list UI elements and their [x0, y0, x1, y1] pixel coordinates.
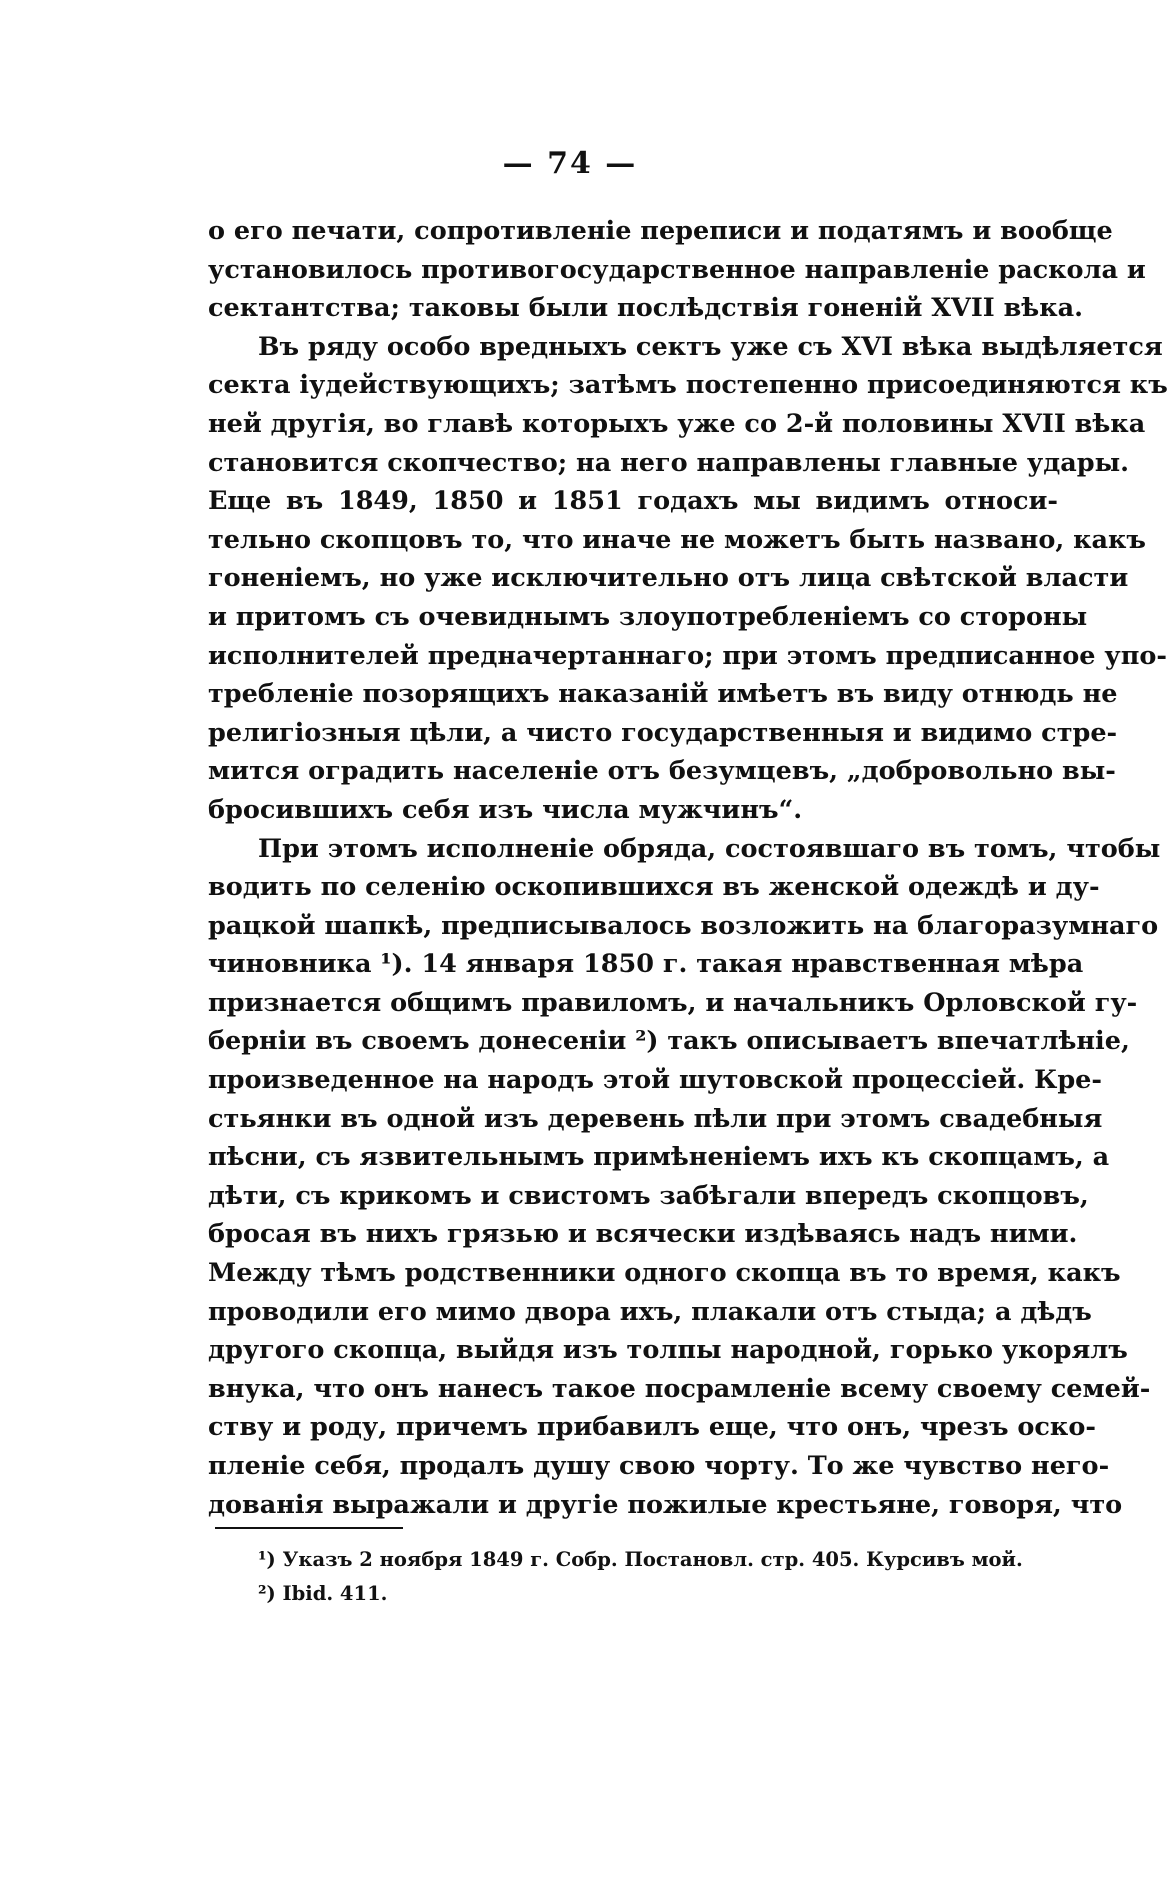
text-line: о его печати, сопротивленіе переписи и податямъ и вообще — [208, 216, 1113, 246]
text-line: сектантства; таковы были послѣдствія гоненій XVII вѣка. — [208, 293, 1084, 324]
text-line: мится оградить населеніе отъ безумцевъ, „добровольно вы- — [208, 756, 1116, 787]
paragraph-start-line: Въ ряду особо вредныхъ сектъ уже съ XVI вѣка выдѣляется — [258, 331, 1163, 362]
text-line: религіозныя цѣли, а чисто государственныя и видимо стре- — [208, 717, 1118, 748]
text-line: Между тѣмъ родственники одного скопца въ то время, какъ — [208, 1258, 1121, 1289]
text-line: дованія выражали и другіе пожилые крестьяне, говоря, что — [208, 1489, 1123, 1520]
text-line: становится скопчество; на него направлены главные удары. — [208, 447, 1130, 478]
footnote: ¹) Указъ 2 ноября 1849 г. Собр. Постановл. стр. 405. Курсивъ мой. — [258, 1548, 1023, 1571]
text-line: требленіе позорящихъ наказаній имѣетъ въ виду отнюдь не — [208, 679, 1118, 710]
text-line: секта іудействующихъ; затѣмъ постепенно присоединяются къ — [208, 370, 1168, 401]
text-line: ству и роду, причемъ прибавилъ еще, что онъ, чрезъ оско- — [208, 1412, 1096, 1443]
text-line: пленіе себя, продалъ душу свою чорту. То же чувство него- — [208, 1451, 1110, 1481]
footnote-divider — [215, 1527, 403, 1529]
text-line: Еще въ 1849, 1850 и 1851 годахъ мы видимъ относи- — [208, 486, 1058, 517]
text-line: ней другія, во главѣ которыхъ уже со 2-й половины XVII вѣка — [208, 408, 1146, 439]
text-line: берніи въ своемъ донесеніи ²) такъ описываетъ впечатлѣніе, — [208, 1026, 1130, 1057]
page-number: — 74 — — [502, 146, 638, 181]
text-line: гоненіемъ, но уже исключительно отъ лица свѣтской власти — [208, 563, 1129, 594]
text-line: произведенное на народъ этой шутовской процессіей. Кре- — [208, 1065, 1102, 1096]
text-line: тельно скопцовъ то, что иначе не можетъ быть названо, какъ — [208, 524, 1146, 555]
text-line: дѣти, съ крикомъ и свистомъ забѣгали впередъ скопцовъ, — [208, 1180, 1089, 1211]
text-line: проводили его мимо двора ихъ, плакали отъ стыда; а дѣдъ — [208, 1296, 1092, 1327]
text-line: бросившихъ себя изъ числа мужчинъ“. — [208, 794, 803, 825]
text-line: водить по селенію оскопившихся въ женской одеждѣ и ду- — [208, 872, 1100, 903]
text-line: внука, что онъ нанесъ такое посрамленіе всему своему семей- — [208, 1373, 1151, 1404]
text-line: другого скопца, выйдя изъ толпы народной, горько укорялъ — [208, 1335, 1128, 1366]
text-line: рацкой шапкѣ, предписывалось возложить на благоразумнаго — [208, 910, 1159, 941]
body-text — [208, 212, 1168, 1524]
text-line: стьянки въ одной изъ деревень пѣли при этомъ свадебныя — [208, 1103, 1103, 1134]
paragraph-start-line: При этомъ исполненіе обряда, состоявшаго въ томъ, чтобы — [258, 833, 1161, 864]
text-line: исполнителей предначертаннаго; при этомъ предписанное упо- — [208, 640, 1167, 671]
footnote: ²) Ibid. 411. — [258, 1582, 388, 1605]
text-line: чиновника ¹). 14 января 1850 г. такая нравственная мѣра — [208, 949, 1084, 980]
footnotes — [258, 1543, 1023, 1611]
text-line: бросая въ нихъ грязью и всячески издѣваясь надъ ними. — [208, 1219, 1078, 1250]
text-line: признается общимъ правиломъ, и начальникъ Орловской гу- — [208, 987, 1138, 1018]
text-line: пѣсни, съ язвительнымъ примѣненіемъ ихъ къ скопцамъ, а — [208, 1142, 1110, 1173]
text-line: установилось противогосударственное направленіе раскола и — [208, 254, 1146, 285]
text-line: и притомъ съ очевиднымъ злоупотребленіемъ со стороны — [208, 601, 1088, 632]
